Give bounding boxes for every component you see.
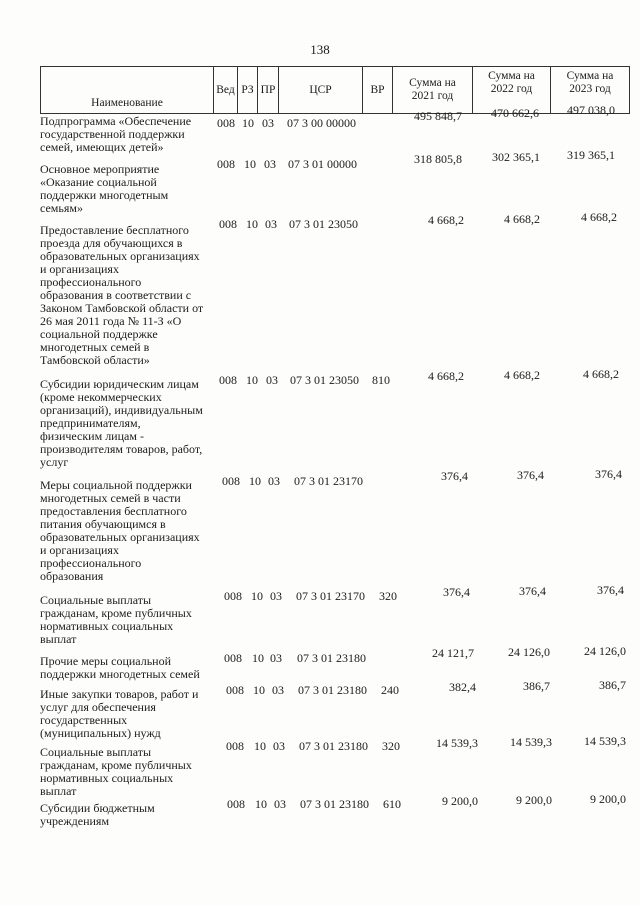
row-sum-2023: 24 126,0 — [584, 644, 626, 658]
header-sum-2022: Сумма на 2022 год — [472, 67, 550, 113]
row-vr: 320 — [379, 589, 397, 603]
row-sum-2022: 9 200,0 — [516, 793, 552, 807]
row-ved: 008 — [219, 373, 237, 387]
row-ved: 008 — [219, 217, 237, 231]
row-sum-2023: 386,7 — [599, 678, 626, 692]
row-sum-2022: 470 662,6 — [491, 106, 539, 120]
row-sum-2022: 4 668,2 — [504, 212, 540, 226]
row-sum-2022: 24 126,0 — [508, 645, 550, 659]
row-csr: 07 3 01 23180 — [300, 797, 369, 811]
row-ved: 008 — [226, 683, 244, 697]
header-rz: РЗ — [237, 67, 257, 113]
row-sum-2023: 376,4 — [597, 583, 624, 597]
row-sum-2023: 9 200,0 — [590, 792, 626, 806]
row-name: Субсидии юридическим лицам (кроме некоммерческих организаций), индивидуальным предпринимателям, физическим лицам - производителям товаров, работ, услуг — [40, 377, 203, 469]
row-pr: 03 — [270, 651, 282, 665]
row-sum-2021: 14 539,3 — [436, 736, 478, 750]
row-sum-2022: 14 539,3 — [510, 735, 552, 749]
row-name: Социальные выплаты гражданам, кроме публичных нормативных социальных выплат — [40, 593, 192, 646]
row-sum-2021: 9 200,0 — [442, 794, 478, 808]
row-pr: 03 — [266, 373, 278, 387]
row-ved: 008 — [224, 651, 242, 665]
row-rz: 10 — [242, 116, 254, 130]
row-vr: 240 — [381, 683, 399, 697]
header-ved: Вед — [213, 67, 237, 113]
row-sum-2022: 386,7 — [523, 679, 550, 693]
row-sum-2022: 376,4 — [519, 584, 546, 598]
row-csr: 07 3 01 23180 — [298, 683, 367, 697]
row-vr: 810 — [372, 373, 390, 387]
row-pr: 03 — [272, 683, 284, 697]
row-rz: 10 — [246, 217, 258, 231]
row-csr: 07 3 01 00000 — [288, 157, 357, 171]
row-pr: 03 — [264, 157, 276, 171]
row-ved: 008 — [217, 157, 235, 171]
row-vr: 320 — [382, 739, 400, 753]
row-rz: 10 — [253, 683, 265, 697]
row-ved: 008 — [217, 116, 235, 130]
row-name: Иные закупки товаров, работ и услуг для обеспечения государственных (муниципальных) нужд — [40, 687, 199, 740]
row-csr: 07 3 01 23050 — [290, 373, 359, 387]
row-csr: 07 3 01 23180 — [299, 739, 368, 753]
row-pr: 03 — [274, 797, 286, 811]
header-sum-2021: Сумма на 2021 год — [392, 67, 472, 113]
row-sum-2021: 4 668,2 — [428, 369, 464, 383]
row-rz: 10 — [249, 474, 261, 488]
row-sum-2021: 376,4 — [441, 469, 468, 483]
row-sum-2021: 382,4 — [449, 680, 476, 694]
row-sum-2022: 376,4 — [517, 468, 544, 482]
row-sum-2021: 4 668,2 — [428, 213, 464, 227]
row-csr: 07 3 01 23170 — [296, 589, 365, 603]
row-csr: 07 3 00 00000 — [287, 116, 356, 130]
row-name: Подпрограмма «Обеспечение государственной поддержки семей, имеющих детей» — [40, 114, 192, 154]
row-rz: 10 — [255, 797, 267, 811]
row-ved: 008 — [226, 739, 244, 753]
row-pr: 03 — [262, 116, 274, 130]
row-csr: 07 3 01 23180 — [297, 651, 366, 665]
row-csr: 07 3 01 23050 — [289, 217, 358, 231]
row-vr: 610 — [383, 797, 401, 811]
row-sum-2023: 497 038,0 — [567, 103, 615, 117]
row-sum-2023: 14 539,3 — [584, 734, 626, 748]
row-sum-2023: 4 668,2 — [583, 367, 619, 381]
header-name: Наименование — [40, 67, 213, 113]
row-sum-2023: 4 668,2 — [581, 210, 617, 224]
row-name: Предоставление бесплатного проезда для обучающихся в образовательных организациях и организациях профессионального образования в соответствии с Законом Тамбовской области от 26 мая 2011 года № 11-З «О социальной поддержке многодетных семей в Тамбовской области» — [40, 223, 204, 367]
row-sum-2023: 376,4 — [595, 467, 622, 481]
header-pr: ПР — [257, 67, 278, 113]
row-pr: 03 — [268, 474, 280, 488]
row-sum-2021: 376,4 — [443, 585, 470, 599]
page-number: 138 — [310, 42, 330, 57]
row-pr: 03 — [270, 589, 282, 603]
row-name: Прочие меры социальной поддержки многодетных семей — [40, 654, 200, 681]
row-rz: 10 — [246, 373, 258, 387]
row-sum-2021: 318 805,8 — [414, 152, 462, 166]
row-sum-2023: 319 365,1 — [567, 148, 615, 162]
row-rz: 10 — [252, 651, 264, 665]
row-rz: 10 — [254, 739, 266, 753]
header-vr: ВР — [362, 67, 392, 113]
row-sum-2022: 4 668,2 — [504, 368, 540, 382]
row-name: Меры социальной поддержки многодетных семей в части предоставления бесплатного питания обучающимся в образовательных организациях и организациях профессионального образования — [40, 478, 200, 583]
row-sum-2022: 302 365,1 — [492, 150, 540, 164]
row-name: Основное мероприятие «Оказание социальной поддержки многодетным семьям» — [40, 162, 169, 215]
row-name: Субсидии бюджетным учреждениям — [40, 801, 155, 828]
row-ved: 008 — [224, 589, 242, 603]
row-pr: 03 — [273, 739, 285, 753]
row-csr: 07 3 01 23170 — [294, 474, 363, 488]
row-sum-2021: 495 848,7 — [414, 109, 462, 123]
header-sum-2023: Сумма на 2023 год — [550, 67, 630, 113]
table-header — [40, 66, 630, 114]
row-rz: 10 — [244, 157, 256, 171]
row-rz: 10 — [251, 589, 263, 603]
row-ved: 008 — [227, 797, 245, 811]
header-csr: ЦСР — [278, 67, 362, 113]
row-name: Социальные выплаты гражданам, кроме публичных нормативных социальных выплат — [40, 745, 192, 798]
row-ved: 008 — [222, 474, 240, 488]
row-sum-2021: 24 121,7 — [432, 646, 474, 660]
row-pr: 03 — [265, 217, 277, 231]
